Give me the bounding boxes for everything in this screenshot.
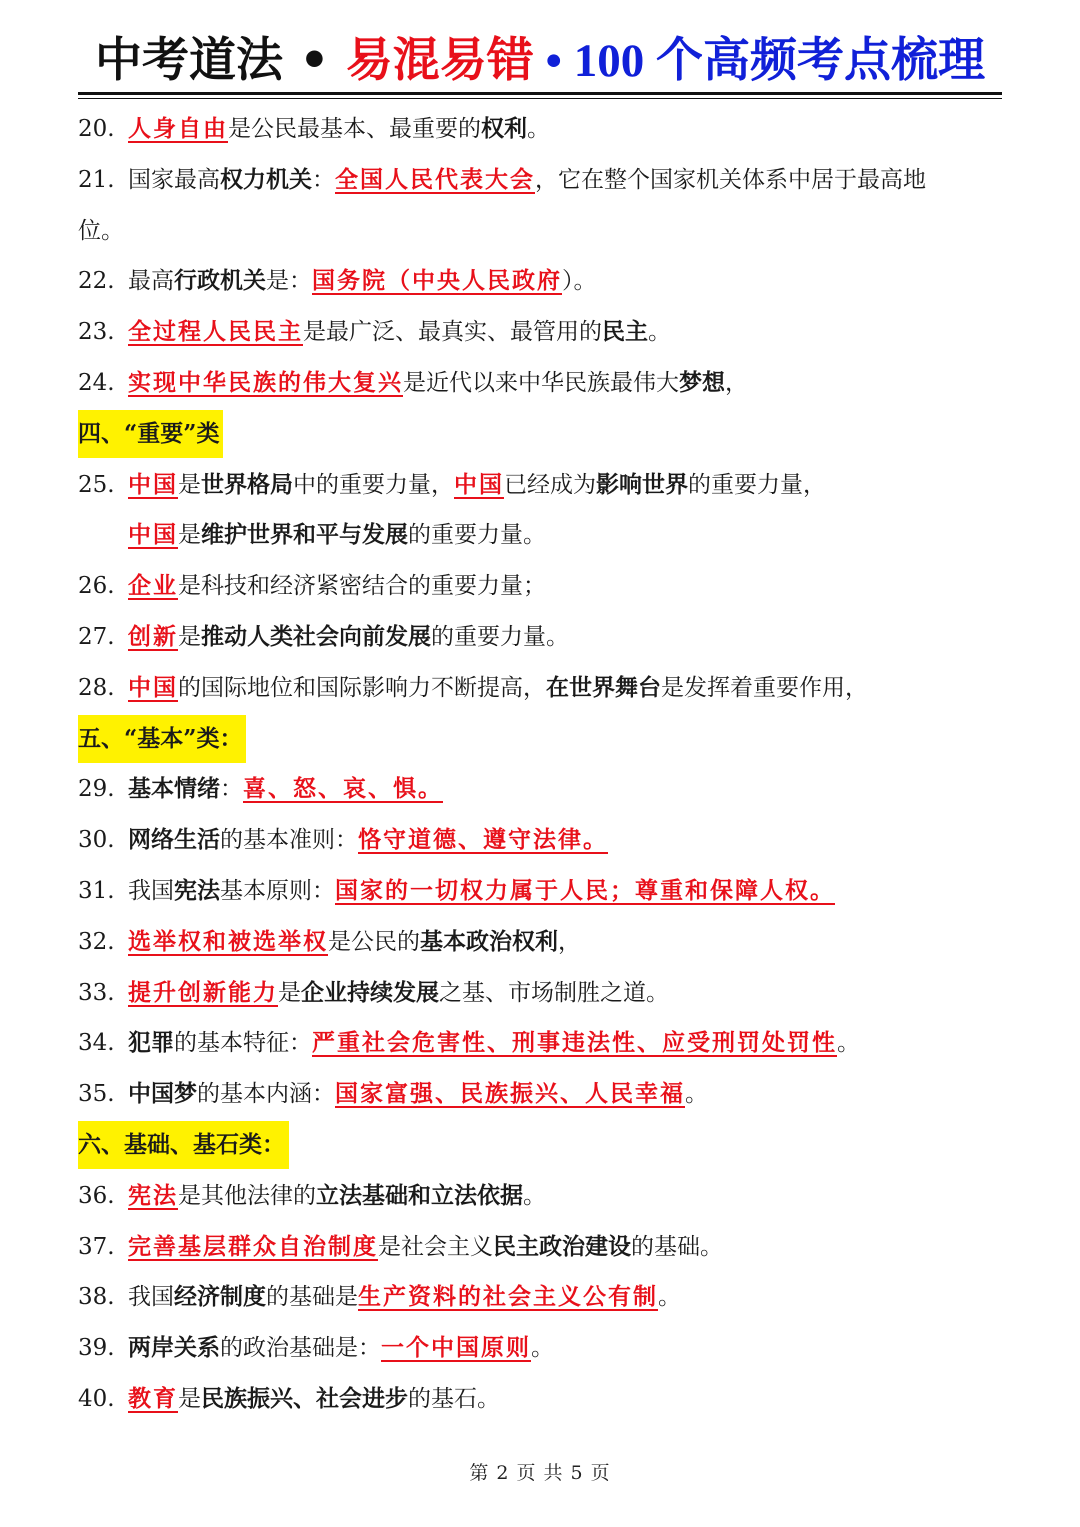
answer: 喜、怒、哀、惧。 <box>243 775 443 803</box>
list-item: 20. 人身自由是公民最基本、最重要的权利。 <box>78 115 550 142</box>
list-item: 34. 犯罪的基本特征：严重社会危害性、刑事违法性、应受刑罚处罚性。 <box>78 1029 860 1057</box>
list-item: 30. 网络生活的基本准则：恪守道德、遵守法律。 <box>78 826 608 854</box>
answer: 国家的一切权力属于人民；尊重和保障人权。 <box>335 876 835 904</box>
list-item: 40. 教育是民族振兴、社会进步的基石。 <box>78 1384 500 1412</box>
highlight-heading: 四、“重要”类 <box>78 410 223 458</box>
content-body <box>78 104 1008 1425</box>
list-item: 38. 我国经济制度的基础是生产资料的社会主义公有制。 <box>78 1283 681 1311</box>
list-item: 36. 宪法是其他法律的立法基础和立法依据。 <box>78 1181 546 1209</box>
answer: 一个中国原则 <box>381 1334 531 1362</box>
highlight-heading: 五、“基本”类： <box>78 715 246 763</box>
answer: 中国 <box>128 521 178 549</box>
list-item: 26. 企业是科技和经济紧密结合的重要力量； <box>78 572 546 600</box>
answer: 恪守道德、遵守法律。 <box>358 826 608 854</box>
section-heading <box>78 714 1008 765</box>
list-item: 23. 全过程人民民主是最广泛、最真实、最管用的民主。 <box>78 318 671 346</box>
list-item: 27. 创新是推动人类社会向前发展的重要力量。 <box>78 622 569 650</box>
section-heading <box>78 409 1008 460</box>
title-rule-thin <box>78 98 1002 99</box>
list-item: 29. 基本情绪：喜、怒、哀、惧。 <box>78 775 443 803</box>
title-part-topic: 易混易错 <box>345 33 534 88</box>
list-item: 33. 提升创新能力是企业持续发展之基、市场制胜之道。 <box>78 978 669 1006</box>
page-number-footer: 第 2 页 共 5 页 <box>469 1462 611 1484</box>
answer: 中国 <box>454 470 504 498</box>
list-item: 21. 国家最高权力机关：全国人民代表大会，它在整个国家机关体系中居于最高地 <box>78 165 926 193</box>
answer: 国家富强、民族振兴、人民幸福 <box>335 1080 685 1108</box>
answer: 选举权和被选举权 <box>128 927 328 955</box>
answer: 企业 <box>128 572 178 600</box>
title-part-count: • 100 个高频考点梳理 <box>533 35 985 87</box>
list-item: 25. 中国是世界格局中的重要力量，中国已经成为影响世界的重要力量， <box>78 470 826 498</box>
list-item: 24. 实现中华民族的伟大复兴是近代以来中华民族最伟大梦想， <box>78 368 748 396</box>
list-item: 31. 我国宪法基本原则：国家的一切权力属于人民；尊重和保障人权。 <box>78 876 835 904</box>
answer: 生产资料的社会主义公有制 <box>358 1283 658 1311</box>
answer: 教育 <box>128 1384 178 1412</box>
list-item-continuation: 中国是维护世界和平与发展的重要力量。 <box>128 521 546 549</box>
title-part-subject: 中考道法 • <box>95 33 346 88</box>
answer: 创新 <box>128 622 178 650</box>
answer: 全过程人民民主 <box>128 318 303 346</box>
list-item: 32. 选举权和被选举权是公民的基本政治权利， <box>78 927 581 955</box>
answer: 人身自由 <box>128 115 228 142</box>
answer: 严重社会危害性、刑事违法性、应受刑罚处罚性 <box>312 1029 837 1057</box>
list-item-continuation: 位。 <box>78 217 124 244</box>
highlight-heading: 六、基础、基石类： <box>78 1121 289 1169</box>
answer: 中国 <box>128 470 178 498</box>
answer: 宪法 <box>128 1181 178 1209</box>
answer: 中国 <box>128 673 178 701</box>
list-item: 37. 完善基层群众自治制度是社会主义民主政治建设的基础。 <box>78 1232 723 1260</box>
answer: 国务院（中央人民政府 <box>312 267 562 295</box>
section-heading <box>78 1120 1008 1171</box>
answer: 实现中华民族的伟大复兴 <box>128 368 403 396</box>
list-item: 39. 两岸关系的政治基础是：一个中国原则。 <box>78 1334 554 1362</box>
list-item: 28. 中国的国际地位和国际影响力不断提高，在世界舞台是发挥着重要作用， <box>78 673 868 701</box>
answer: 全国人民代表大会 <box>335 165 535 193</box>
title-rule-thick <box>78 92 1002 95</box>
answer: 提升创新能力 <box>128 978 278 1006</box>
list-item: 35. 中国梦的基本内涵：国家富强、民族振兴、人民幸福。 <box>78 1080 708 1108</box>
page-title <box>0 30 1080 92</box>
list-item: 22. 最高行政机关是：国务院（中央人民政府）。 <box>78 267 597 295</box>
answer: 完善基层群众自治制度 <box>128 1232 378 1260</box>
